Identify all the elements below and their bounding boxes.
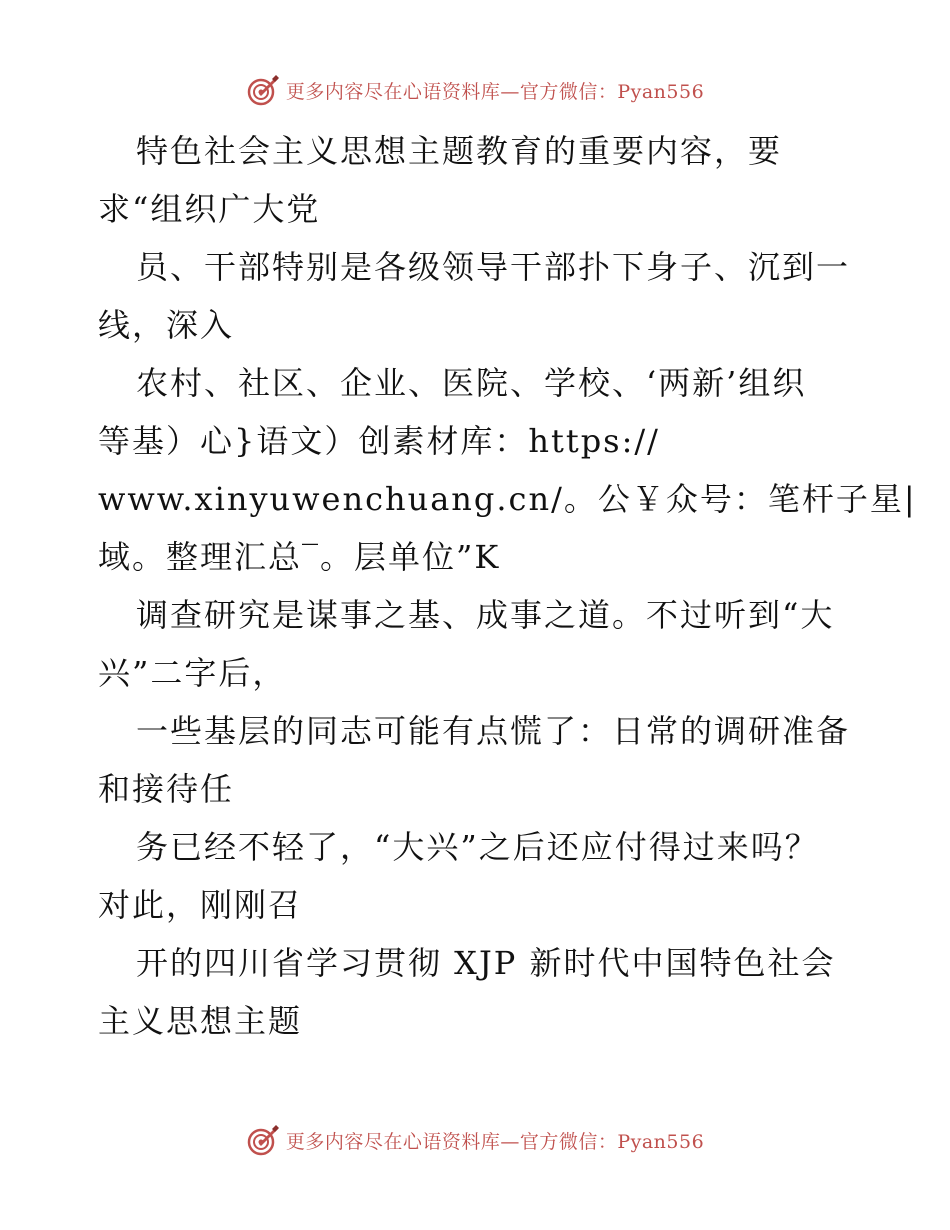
text-line: 域。整理汇总‾。层单位”K (98, 538, 501, 576)
text-line: 求“组织广大党 (98, 190, 321, 228)
footer-watermark (0, 1120, 950, 1160)
text-line: 员、干部特别是各级领导干部扑下身子、沉到一 (136, 248, 851, 286)
text-line: 农村、社区、企业、医院、学校、‘两新’组织 (136, 364, 807, 402)
text-line: 主义思想主题 (98, 1002, 303, 1040)
text-line: 和接待任 (98, 770, 235, 808)
text-line: 兴”二字后， (98, 654, 287, 692)
text-line: 务已经不轻了，“大兴”之后还应付得过来吗？ (136, 828, 819, 866)
text-line: 线，深入 (98, 306, 235, 344)
text-line: 等基）心}语文）创素材库：https:// (98, 422, 660, 460)
text-line: 特色社会主义思想主题教育的重要内容，要 (136, 132, 783, 170)
quill-logo-icon (246, 73, 280, 107)
text-line: 一些基层的同志可能有点慌了：日常的调研准备 (136, 712, 851, 750)
quill-logo-icon (246, 1123, 280, 1157)
header-watermark (0, 70, 950, 110)
text-line: www.xinyuwenchuang.cn/。公￥众号：笔杆子星| (98, 480, 917, 518)
text-line: 开的四川省学习贯彻 XJP 新时代中国特色社会 (136, 944, 836, 982)
text-line: 调查研究是谋事之基、成事之道。不过听到“大 (136, 596, 835, 634)
watermark-text: 更多内容尽在心语资料库—官方微信：Pyan556 (285, 80, 705, 103)
document-body (98, 122, 917, 1050)
text-line: 对此，刚刚召 (98, 886, 303, 924)
watermark-text: 更多内容尽在心语资料库—官方微信：Pyan556 (285, 1130, 705, 1153)
